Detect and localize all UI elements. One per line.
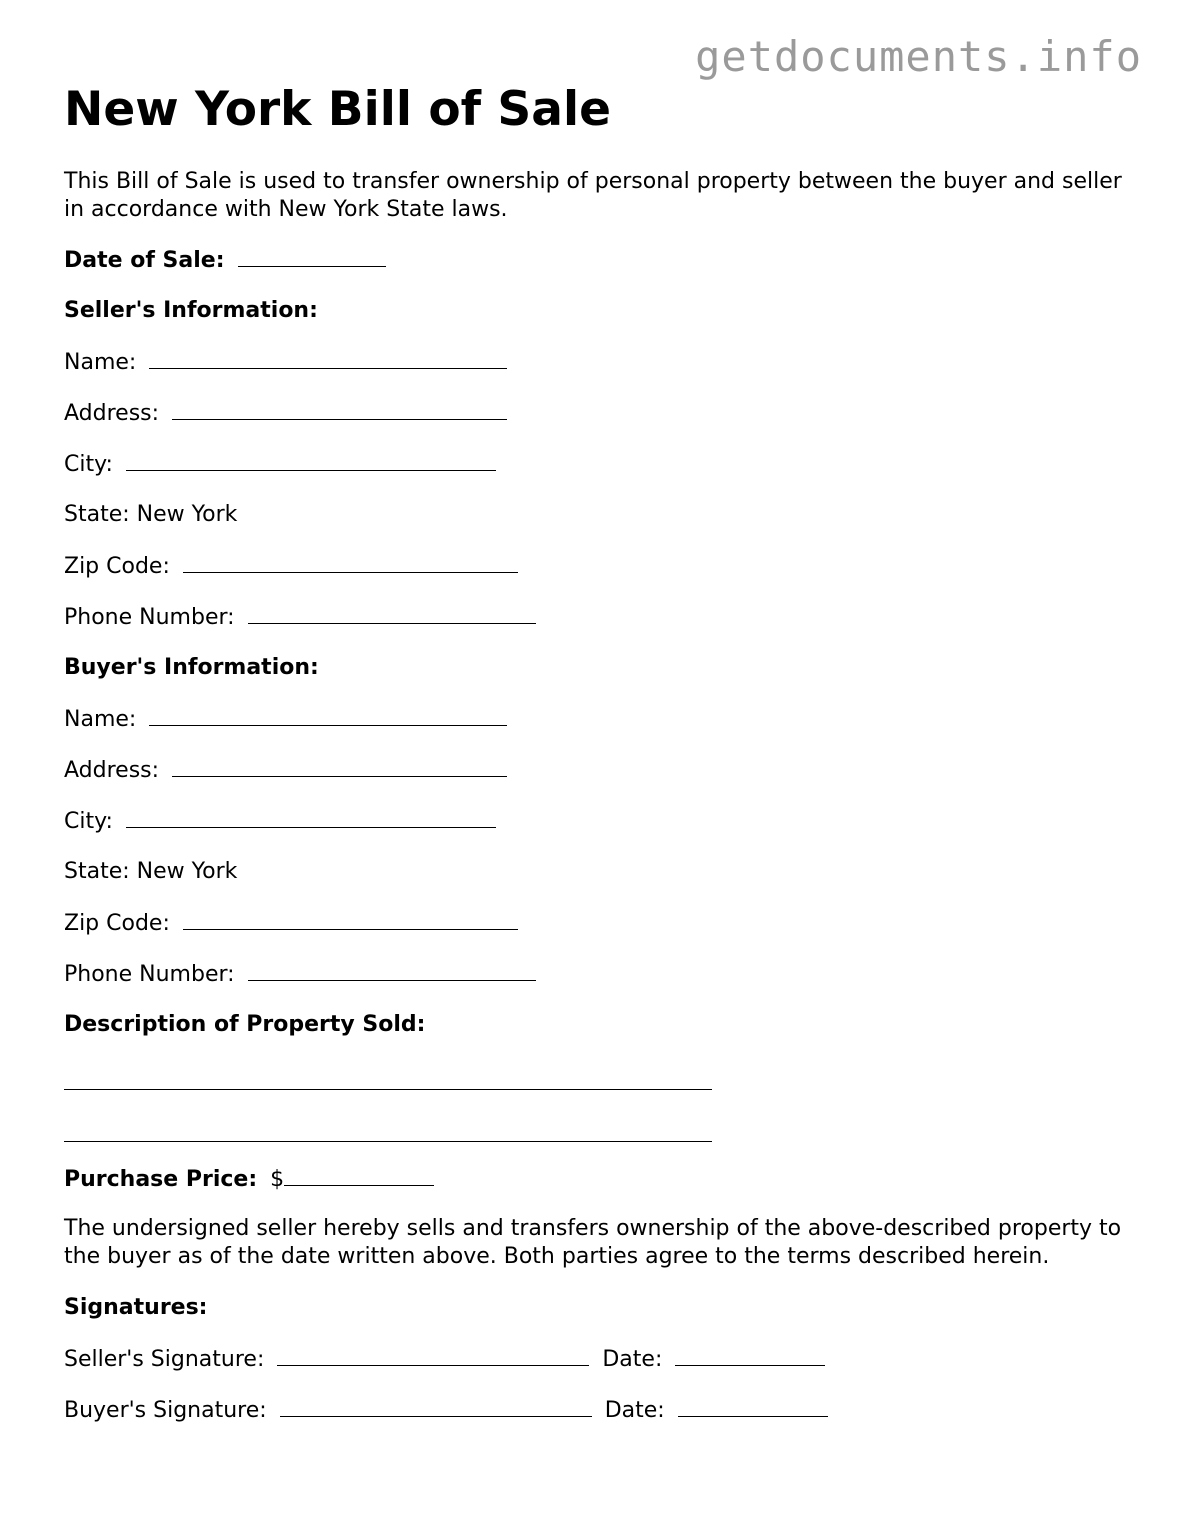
seller-date-field[interactable] <box>675 1345 825 1366</box>
buyer-name-row <box>64 705 1124 733</box>
purchase-price-label: Purchase Price: <box>64 1167 258 1192</box>
seller-name-label: Name: <box>64 350 137 375</box>
buyer-address-row <box>64 756 1124 784</box>
date-of-sale-field[interactable] <box>238 246 386 267</box>
page-title: New York Bill of Sale <box>64 82 611 137</box>
intro-paragraph: This Bill of Sale is used to transfer ownership of personal property between the buyer and seller in accordance with New York State laws. <box>64 169 1122 222</box>
buyer-signature-label: Buyer's Signature: <box>64 1398 267 1423</box>
seller-address-field[interactable] <box>172 399 507 420</box>
buyer-zip-label: Zip Code: <box>64 911 170 936</box>
buyer-phone-field[interactable] <box>248 960 536 981</box>
seller-city-row <box>64 450 1124 478</box>
seller-signature-row <box>64 1345 1124 1373</box>
seller-name-row <box>64 348 1124 376</box>
buyer-city-row <box>64 807 1124 835</box>
seller-address-row <box>64 399 1124 427</box>
purchase-price-field[interactable] <box>284 1165 434 1186</box>
seller-heading: Seller's Information: <box>64 298 318 323</box>
buyer-date-field[interactable] <box>678 1396 828 1417</box>
document-page <box>64 82 1124 1424</box>
currency-symbol: $ <box>270 1167 285 1192</box>
buyer-date-label: Date: <box>604 1398 665 1423</box>
seller-city-label: City: <box>64 452 113 477</box>
purchase-price-row <box>64 1165 1124 1193</box>
buyer-address-field[interactable] <box>172 756 507 777</box>
buyer-city-label: City: <box>64 809 113 834</box>
buyer-signature-field[interactable] <box>280 1396 592 1417</box>
description-line-2[interactable] <box>64 1113 712 1142</box>
buyer-zip-row <box>64 909 1124 937</box>
seller-phone-field[interactable] <box>248 603 536 624</box>
watermark: getdocuments.info <box>695 32 1142 81</box>
date-of-sale-label: Date of Sale: <box>64 248 225 273</box>
buyer-phone-label: Phone Number: <box>64 962 235 987</box>
seller-zip-field[interactable] <box>183 552 518 573</box>
closing-paragraph: The undersigned seller hereby sells and transfers ownership of the above-described property to the buyer as of the date written above. Both parties agree to the terms described herein. <box>64 1216 1122 1269</box>
buyer-name-field[interactable] <box>149 705 507 726</box>
description-heading: Description of Property Sold: <box>64 1012 426 1037</box>
signatures-heading: Signatures: <box>64 1295 208 1320</box>
seller-zip-label: Zip Code: <box>64 554 170 579</box>
seller-phone-label: Phone Number: <box>64 605 235 630</box>
seller-phone-row <box>64 603 1124 631</box>
buyer-phone-row <box>64 960 1124 988</box>
seller-signature-field[interactable] <box>277 1345 589 1366</box>
seller-name-field[interactable] <box>149 348 507 369</box>
seller-date-label: Date: <box>602 1347 663 1372</box>
buyer-heading: Buyer's Information: <box>64 655 319 680</box>
seller-state-row: State: New York <box>64 502 238 527</box>
seller-zip-row <box>64 552 1124 580</box>
buyer-city-field[interactable] <box>126 807 496 828</box>
description-line-1[interactable] <box>64 1061 712 1090</box>
buyer-address-label: Address: <box>64 758 160 783</box>
buyer-signature-row <box>64 1396 1124 1424</box>
buyer-state-row: State: New York <box>64 859 238 884</box>
seller-city-field[interactable] <box>126 450 496 471</box>
seller-signature-label: Seller's Signature: <box>64 1347 265 1372</box>
seller-address-label: Address: <box>64 401 160 426</box>
buyer-zip-field[interactable] <box>183 909 518 930</box>
buyer-name-label: Name: <box>64 707 137 732</box>
date-of-sale-row <box>64 246 1124 274</box>
